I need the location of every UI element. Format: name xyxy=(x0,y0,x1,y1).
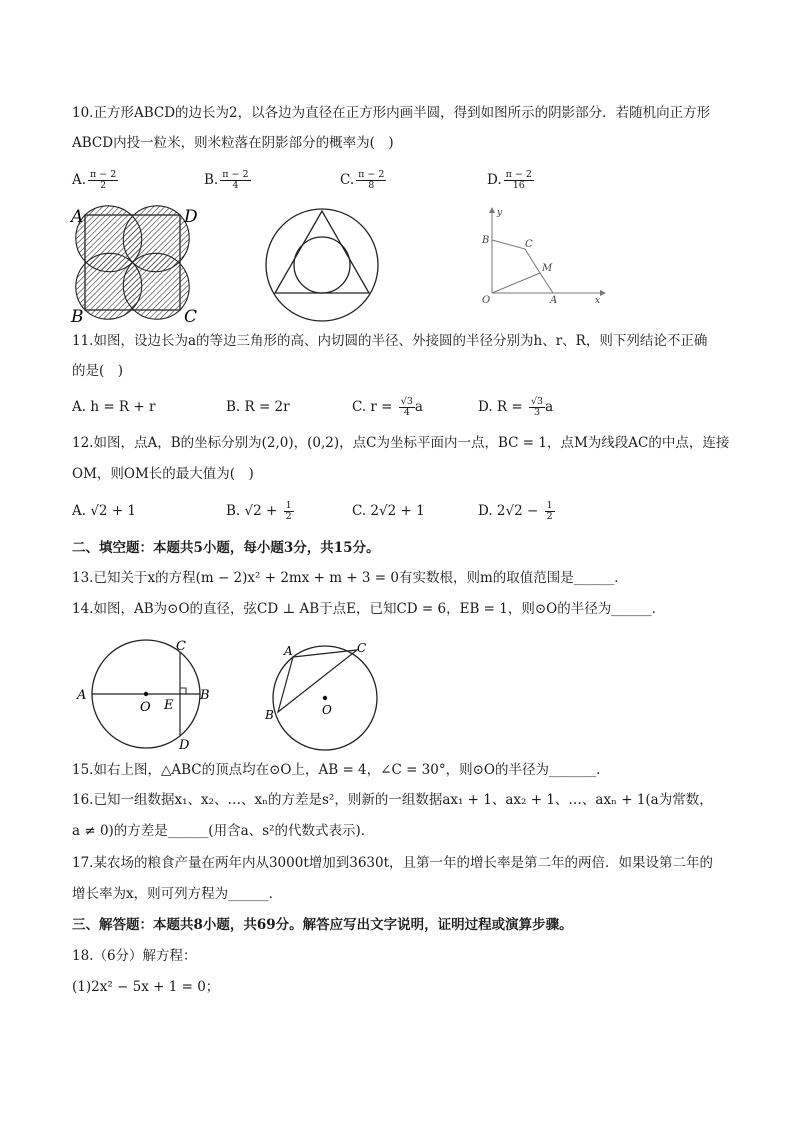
q18-title: 18.（6分）解方程： xyxy=(72,948,197,964)
q11-option-a: A. h = R + r xyxy=(72,399,156,415)
q11-option-d: D. R = $\frac{√3}{3}$ a xyxy=(478,396,554,418)
center-dot xyxy=(144,692,148,696)
q10-line1: 10.正方形ABCD的边长为2，以各边为直径在正方形内画半圆，得到如图所示的阴影部分．若随机向正方形 xyxy=(72,105,711,121)
label-x: x xyxy=(595,296,601,306)
q17-line1: 17.某农场的粮食产量在两年内从3000t增加到3630t，且第一年的增长率是第二年的两倍．如果设第二年的 xyxy=(72,855,714,871)
figure-square-petals xyxy=(70,205,210,325)
label-o: O xyxy=(322,703,332,717)
label-b: B xyxy=(200,688,210,703)
q10-option-b: B. $\frac{\pi - 2}{4}$ xyxy=(204,169,249,191)
equilateral-triangle xyxy=(275,211,369,293)
q10-option-d: D. $\frac{\pi - 2}{16}$ xyxy=(487,169,532,191)
section-2-heading: 二、填空题：本题共5小题，每小题3分，共15分。 xyxy=(72,540,380,556)
figure-inscribed-triangle xyxy=(262,640,392,752)
q16-line1: 16.已知一组数据x₁、x₂、…、xₙ的方差是s²，则新的一组数据ax₁ + 1、ax₂ + 1、…、axₙ + 1(a为常数， xyxy=(72,792,713,808)
segment-om xyxy=(492,273,540,293)
q11-line1: 11.如图，设边长为a的等边三角形的高、内切圆的半径、外接圆的半径分别为h、r、R，则下列结论不正确 xyxy=(72,333,708,349)
right-angle-mark xyxy=(180,688,186,694)
q10-option-c: C. $\frac{\pi - 2}{8}$ xyxy=(340,169,385,191)
q11-option-b: B. R = 2r xyxy=(226,399,290,415)
petal-bottom-right xyxy=(123,253,189,319)
q10-line2: ABCD内投一粒米，则米粒落在阴影部分的概率为( ) xyxy=(72,135,394,151)
q17-line2: 增长率为x，则可列方程为______． xyxy=(72,886,283,902)
q12-option-a: A. √2 + 1 xyxy=(72,503,137,519)
label-a: A xyxy=(550,295,558,306)
q12-option-d: D. 2√2 − $\frac{1}{2}$ xyxy=(478,500,553,522)
figure-triangle-circles xyxy=(262,205,382,325)
label-c: C xyxy=(357,641,367,655)
figure-coordinate xyxy=(470,205,610,315)
label-a: A xyxy=(77,688,87,703)
label-c: C xyxy=(184,307,198,325)
incircle xyxy=(294,237,350,293)
label-o: O xyxy=(140,700,151,715)
circumcircle xyxy=(266,209,378,321)
q11-line2: 的是( ) xyxy=(72,363,124,379)
q18-part1: (1)2x² − 5x + 1 = 0； xyxy=(72,979,220,995)
q14: 14.如图，AB为⊙O的直径，弦CD ⊥ AB于点E，已知CD = 6，EB = 1，则⊙O的半径为______． xyxy=(72,601,666,617)
label-a: A xyxy=(71,207,84,227)
q10-option-a: A. $\frac{\pi - 2}{2}$ xyxy=(72,169,117,191)
figure-chord-diameter xyxy=(72,636,222,752)
q13: 13.已知关于x的方程(m − 2)x² + 2mx + m + 3 = 0有实数根，则m的取值范围是______． xyxy=(72,570,628,586)
y-axis-arrow xyxy=(489,207,495,213)
x-axis-arrow xyxy=(600,290,606,296)
section-3-heading: 三、解答题：本题共8小题，共69分。解答应写出文字说明，证明过程或演算步骤。 xyxy=(72,917,573,933)
q11-option-c: C. r = $\frac{√3}{4}$ a xyxy=(352,396,423,418)
center-dot xyxy=(323,696,327,700)
label-m: M xyxy=(542,263,553,274)
label-b: B xyxy=(71,307,84,325)
label-y: y xyxy=(497,208,503,218)
label-d: D xyxy=(184,207,198,227)
q16-line2: a ≠ 0)的方差是______(用含a、s²的代数式表示)． xyxy=(72,823,375,839)
label-b: B xyxy=(265,708,274,722)
q12-line1: 12.如图，点A，B的坐标分别为(2,0)，(0,2)，点C为坐标平面内一点，BC = 1，点M为线段AC的中点，连接 xyxy=(72,435,730,451)
q12-option-b: B. √2 + $\frac{1}{2}$ xyxy=(226,500,292,522)
label-a: A xyxy=(284,644,293,658)
segment-ma xyxy=(540,273,553,293)
label-b: B xyxy=(482,235,490,246)
label-e: E xyxy=(164,698,174,713)
q12-option-c: C. 2√2 + 1 xyxy=(352,503,425,519)
label-o: O xyxy=(482,295,491,306)
label-d: D xyxy=(179,738,190,752)
label-c: C xyxy=(525,239,533,250)
segment-bcm xyxy=(492,240,540,273)
label-c: C xyxy=(176,639,186,654)
q12-line2: OM，则OM长的最大值为( ) xyxy=(72,466,254,482)
q15: 15.如右上图，△ABC的顶点均在⊙O上，AB = 4，∠C = 30°，则⊙O的半径为_______． xyxy=(72,762,610,778)
